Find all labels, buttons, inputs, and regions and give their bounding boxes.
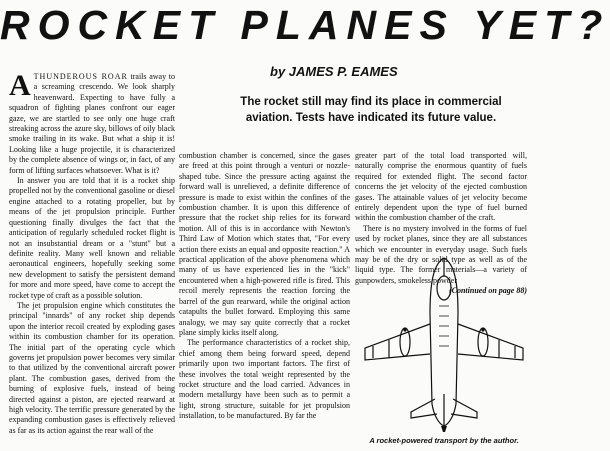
lead-words: THUNDEROUS ROAR — [33, 72, 128, 81]
paragraph-7: There is no mystery involved in the forms of fuel used by rocket planes, since they are all substances which we encounter in everyday usage. Such fuels may be of the dry or solid type as well as of the liquid type. The former materials—a variety of gunpowders, smokeless powder — [355, 223, 527, 285]
continued-note: (Continued on page 88) — [448, 286, 527, 296]
paragraph-5: The performance characteristics of a rocket ship, chief among them being forward speed, depend primarily upon two important factors. The first of these involves the total weight represented by the rocket structure and the load carried. Advances in modern metallurgy have been such as to permit a light, strong structure, suitable for jet propulsion installation, to be manufactured. By far the — [179, 338, 350, 421]
paragraph-1-text: trails away to a screaming crescendo. We look sharply heavenward. Expecting to have fully a squadron of fighting planes confront our eager gaze, we are startled to see only one huge craft streaking across the azure sky, billows of oily black smoke trailing in its wake. But what a ship it is! Looking like a huge projectile, it is characterized by the complete absence of wings or, in fact, of any form of lifting surfaces whatsoever. What is it? — [9, 72, 175, 175]
paragraph-2: In answer you are told that it is a rocket ship propelled not by the conventional gasoline or diesel engine attached to a rotating propeller, but by means of the jet propulsion principle. Further questioning finally divulges the fact that the anticipation of regularly scheduled rocket flight is not an insubstantial dream or a "stunt" but a definite reality. Many well known and reliable aeronautical engineers, hopefully seeking some new development to satisfy the persistent demand for more and more speed, have come to accept the rocket type of craft as a possible solution. — [9, 176, 175, 300]
rocket-plane-illustration — [359, 254, 529, 434]
article-title: ROCKET PLANES YET? — [0, 2, 610, 48]
body-column-3 — [355, 151, 527, 296]
paragraph-6: greater part of the total load transported will, naturally comprise the enormous quantity of fuels required for extended flight. The second factor concerns the jet velocity of the ejected combustion gases. The attainable values of jet velocity become entirely dependent upon the type of fuel burned within the combustion chamber of the craft. — [355, 151, 527, 223]
paragraph-4: combustion chamber is concerned, since the gases are freed at this point through a venturi or nozzle-shaped tube. Since the pressure acting against the forward wall is unrelieved, a definite difference of pressure is made to exist within the confines of the combustion chamber. It is upon this difference of pressure that the rocket ship relies for its forward motion. All of this is in accordance with Newton's Third Law of Motion which states that, "For every action there exists an equal and opposite reaction." A practical application of the above phenomena which many of us have experienced lies in the "kick" encountered when a high-powered rifle is fired. This recoil merely represents the reaction forcing the barrel of the gun rearward, while the original action catapults the bullet forward. Employing this same analogy, we may say quite correctly that a rocket plane simply kicks itself along. — [179, 151, 350, 337]
body-column-1 — [9, 69, 175, 448]
article-byline: by JAMES P. EAMES — [270, 64, 398, 79]
paragraph-3: The jet propulsion engine which constitutes the principal "innards" of any rocket ship depends upon the interior recoil created by exploding gases within its combustion chamber for its operation. The initial part of the operating cycle which governs jet propulsion power becomes very similar to that utilized by the conventional aircraft power plant. The combustion gases, derived from the burning of explosive fuels, instead of being directed against a piston, are ejected rearward at high velocity. The terrific pressure generated by the expanding combustion gases is effectively relieved as far as its action against the rear wall of the — [9, 300, 175, 435]
figure-caption: A rocket-powered transport by the author. — [369, 436, 519, 445]
drop-cap: A — [9, 69, 31, 102]
article-deck: The rocket still may find its place in commercial aviation. Tests have indicated its future value. — [240, 96, 502, 124]
rocket-plane-drawing — [359, 254, 529, 434]
paragraph-1 — [9, 69, 175, 176]
body-column-2 — [179, 151, 350, 447]
